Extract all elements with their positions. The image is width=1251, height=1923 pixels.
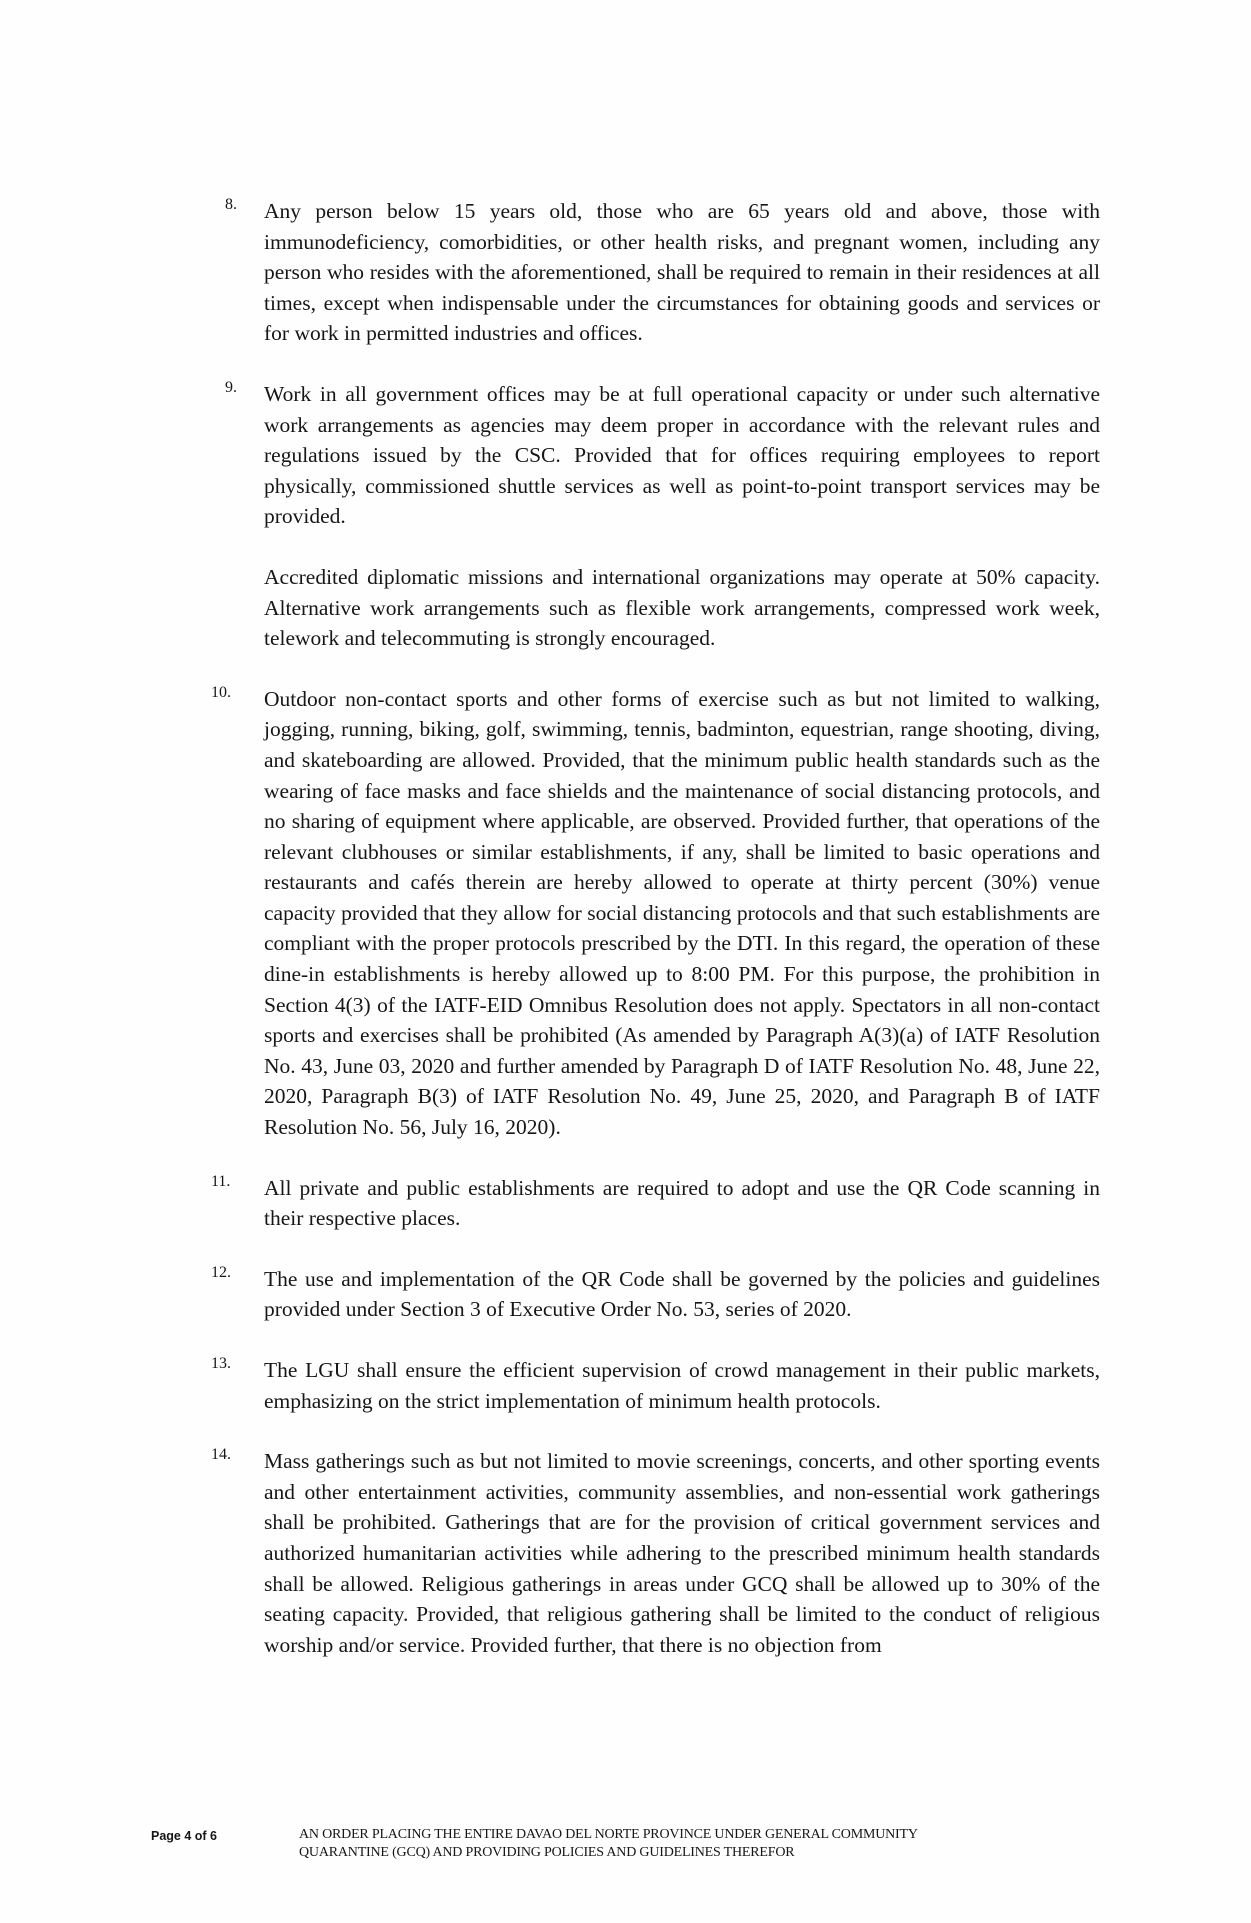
item-paragraph: Mass gatherings such as but not limited to movie screenings, concerts, and other sporting events and other entertainment activities, community assemblies, and non-essential work gatherings shall be prohibited. Gatherings that are for the provision of critical government services and authorized humanitarian activities while adhering to the prescribed minimum health standards shall be allowed. Religious gatherings in areas under GCQ shall be allowed up to 30% of the seating capacity. Provided, that religious gathering shall be limited to the conduct of religious worship and/or service. Provided further, that there is no objection from: [264, 1449, 1100, 1657]
item-paragraph: Any person below 15 years old, those who are 65 years old and above, those with immunodeficiency, comorbidities, or other health risks, and pregnant women, including any person who resides with the aforementioned, shall be required to remain in their residences at all times, except when indispensable under the circumstances for obtaining goods and services or for work in permitted industries and offices.: [264, 199, 1100, 346]
list-item: [211, 1263, 1100, 1325]
footer-document-title: [299, 1826, 1109, 1862]
list-item: [225, 196, 1100, 349]
numbered-provision-list: [211, 196, 1100, 1690]
item-paragraph: The LGU shall ensure the efficient supervision of crowd management in their public markets, emphasizing on the strict implementation of minimum health protocols.: [264, 1358, 1100, 1413]
list-item: [211, 1172, 1100, 1234]
item-number: 10.: [211, 683, 231, 701]
item-number: 8.: [225, 196, 237, 213]
list-item: [211, 1446, 1100, 1660]
item-number: 9.: [225, 378, 237, 396]
item-number: 13.: [211, 1355, 231, 1372]
list-item: [211, 683, 1100, 1143]
item-number: 14.: [211, 1446, 231, 1464]
item-paragraph: All private and public establishments are required to adopt and use the QR Code scanning in their respective places.: [264, 1175, 1100, 1231]
item-paragraph: Accredited diplomatic missions and international organizations may operate at 50% capacity. Alternative work arrangements such as flexible work arrangements, compressed work week, telework and telecommuting is strongly encouraged.: [264, 564, 1100, 651]
page-number-label: Page 4 of 6: [151, 1829, 217, 1843]
item-paragraph: Work in all government offices may be at full operational capacity or under such alternative work arrangements as agencies may deem proper in accordance with the relevant rules and regulations issued by the CSC. Provided that for offices requiring employees to report physically, commissioned shuttle services as well as point-to-point transport services may be provided.: [264, 381, 1100, 529]
footer-title-line: AN ORDER PLACING THE ENTIRE DAVAO DEL NORTE PROVINCE UNDER GENERAL COMMUNITY: [299, 1827, 918, 1842]
footer-title-line: QUARANTINE (GCQ) AND PROVIDING POLICIES AND GUIDELINES THEREFOR: [299, 1845, 795, 1860]
item-number: 11.: [211, 1172, 231, 1190]
item-paragraph: The use and implementation of the QR Code shall be governed by the policies and guidelines provided under Section 3 of Executive Order No. 53, series of 2020.: [264, 1266, 1100, 1322]
item-paragraph: Outdoor non-contact sports and other forms of exercise such as but not limited to walking, jogging, running, biking, golf, swimming, tennis, badminton, equestrian, range shooting, diving, and skateboarding are allowed. Provided, that the minimum public health standards such as the wearing of face masks and face shields and the maintenance of social distancing protocols, and no sharing of equipment where applicable, are observed. Provided further, that operations of the relevant clubhouses or similar establishments, if any, shall be limited to basic operations and restaurants and cafés therein are hereby allowed to operate at thirty percent (30%) venue capacity provided that they allow for social distancing protocols and that such establishments are compliant with the proper protocols prescribed by the DTI. In this regard, the operation of these dine-in establishments is hereby allowed up to 8:00 PM. For this purpose, the prohibition in Section 4(3) of the IATF-EID Omnibus Resolution does not apply. Spectators in all non-contact sports and exercises shall be prohibited (As amended by Paragraph A(3)(a) of IATF Resolution No. 43, June 03, 2020 and further amended by Paragraph D of IATF Resolution No. 48, June 22, 2020, Paragraph B(3) of IATF Resolution No. 49, June 25, 2020, and Paragraph B of IATF Resolution No. 56, July 16, 2020).: [264, 686, 1100, 1140]
list-item: [225, 379, 1100, 654]
list-item: [211, 1355, 1100, 1416]
item-number: 12.: [211, 1263, 231, 1281]
